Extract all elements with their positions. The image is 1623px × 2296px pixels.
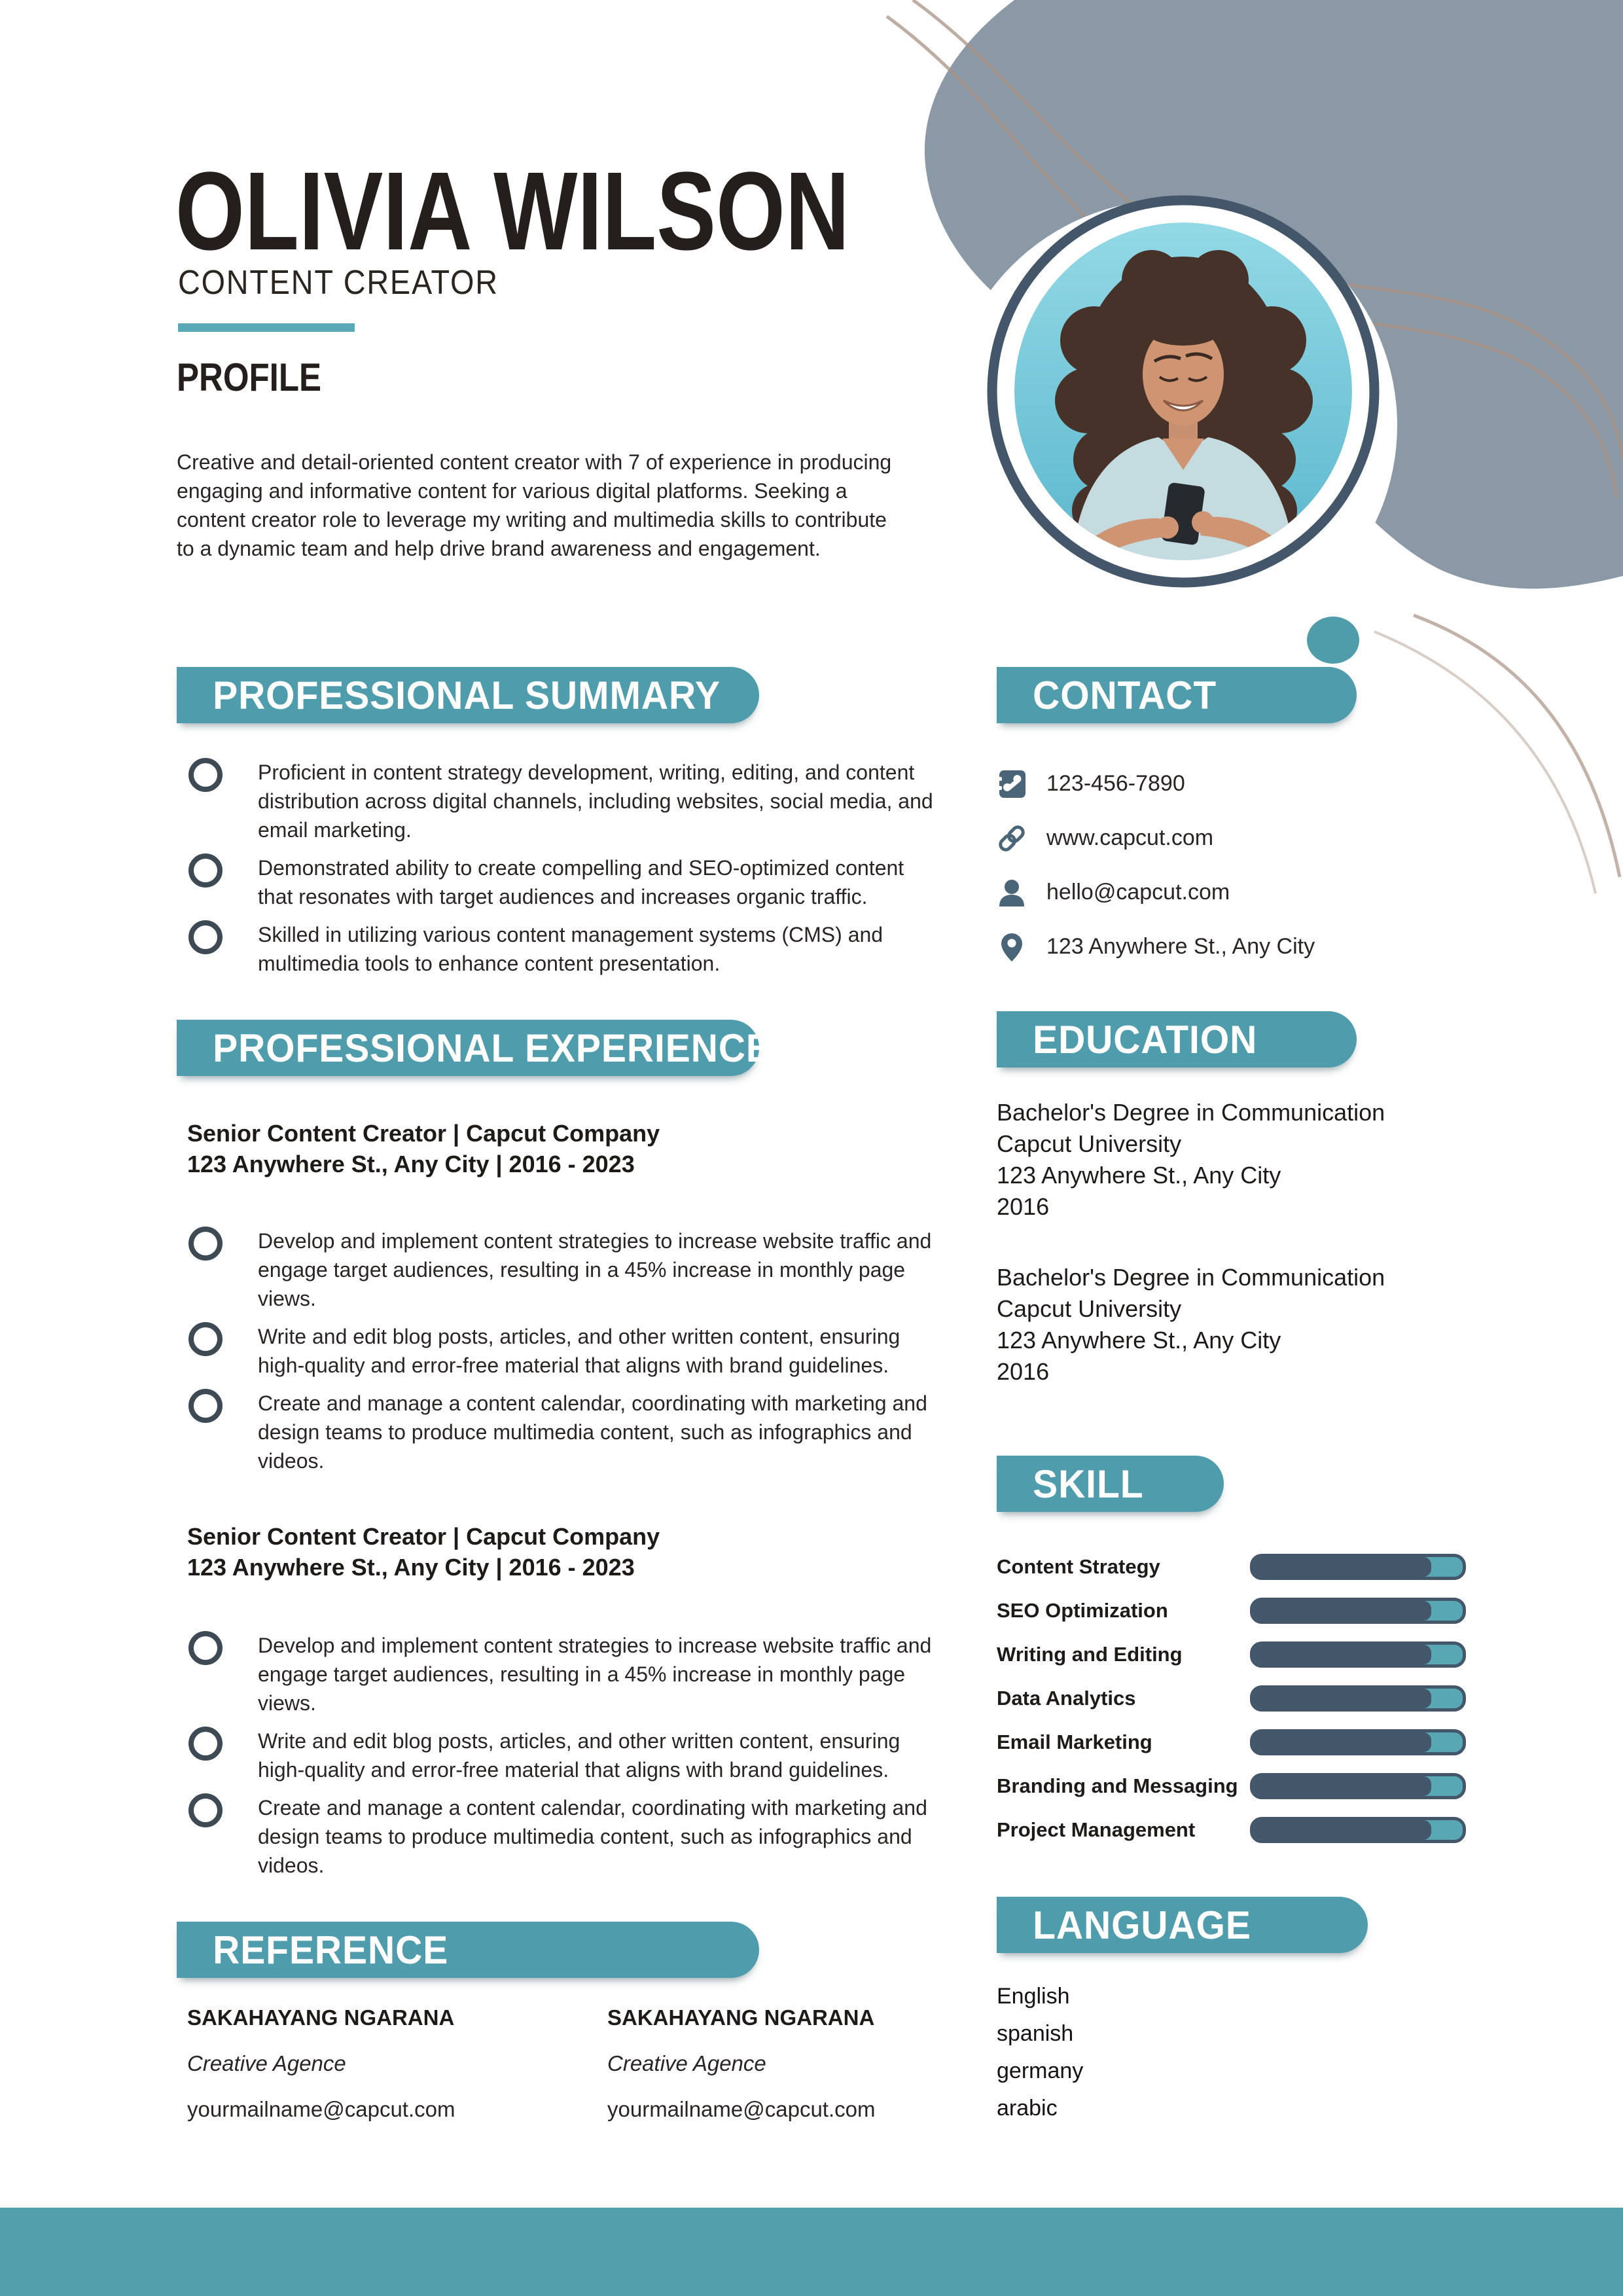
circle-bullet-icon (188, 1793, 223, 1827)
bullet-text: Skilled in utilizing various content management systems (CMS) and multimedia tools to enhance content presentation. (258, 923, 883, 975)
list-item (177, 1727, 942, 1784)
bullet-text: Proficient in content strategy development, writing, editing, and content distribution across digital channels, including websites, social media, and email marketing. (258, 761, 933, 842)
education-entry (997, 1262, 1442, 1388)
skill-bar-fill (1253, 1820, 1431, 1840)
skill-row (997, 1764, 1466, 1808)
skill-bar (1250, 1685, 1466, 1712)
education-degree: Bachelor's Degree in Communication (997, 1264, 1385, 1291)
skill-row (997, 1545, 1466, 1588)
bullet-text: Write and edit blog posts, articles, and other written content, ensuring high-quality and error-free material that aligns with brand guidelines. (258, 1729, 901, 1782)
skill-label: Project Management (997, 1818, 1196, 1841)
circle-bullet-icon (188, 920, 223, 954)
skill-bar-fill (1253, 1732, 1431, 1752)
skill-bar (1250, 1598, 1466, 1624)
skill-bar-fill (1253, 1689, 1431, 1708)
skill-label: Data Analytics (997, 1686, 1136, 1710)
skill-list (997, 1545, 1466, 1852)
education-year: 2016 (997, 1193, 1050, 1220)
bullet-text: Create and manage a content calendar, coordinating with marketing and design teams to produce multimedia content, such as infographics and videos. (258, 1391, 927, 1473)
section-banner-reference (177, 1922, 759, 1978)
list-item (177, 758, 942, 844)
reference-entry (187, 2005, 607, 2122)
teal-dot (1307, 617, 1359, 664)
education-school: Capcut University (997, 1295, 1182, 1322)
reference-name: SAKAHAYANG NGARANA (607, 2005, 875, 2030)
skill-bar-fill (1253, 1601, 1431, 1621)
section-title: LANGUAGE (1033, 1903, 1251, 1947)
bullet-text: Develop and implement content strategies to increase website traffic and engage target audiences, resulting in a 45% increase in monthly page views. (258, 1229, 932, 1310)
link-icon (997, 823, 1027, 853)
reference-name: SAKAHAYANG NGARANA (187, 2005, 455, 2030)
contact-row (997, 920, 1315, 974)
job-meta: 123 Anywhere St., Any City | 2016 - 2023 (187, 1554, 635, 1581)
circle-bullet-icon (188, 1389, 223, 1423)
bullet-text: Create and manage a content calendar, coordinating with marketing and design teams to produce multimedia content, such as infographics and videos. (258, 1796, 927, 1877)
skill-bar (1250, 1817, 1466, 1843)
contact-list (997, 757, 1315, 974)
footer-band (0, 2208, 1623, 2296)
accent-rule (178, 323, 355, 332)
person-name: OLIVIA WILSON (175, 149, 850, 274)
profile-photo (992, 200, 1374, 583)
reference-email[interactable]: yourmailname@capcut.com (187, 2097, 455, 2121)
education-entry (997, 1097, 1442, 1223)
language-item: English (997, 1984, 1070, 2009)
skill-row (997, 1632, 1466, 1676)
summary-bullet-list (177, 758, 942, 978)
circle-bullet-icon (188, 1322, 223, 1356)
contact-address: 123 Anywhere St., Any City (1046, 934, 1315, 959)
person-icon (997, 878, 1027, 908)
profile-heading: PROFILE (177, 355, 322, 399)
circle-bullet-icon (188, 1227, 223, 1261)
list-item (177, 920, 942, 978)
skill-bar-fill (1253, 1645, 1431, 1664)
skill-bar (1250, 1641, 1466, 1668)
list-item (177, 1322, 942, 1380)
reference-row (187, 2005, 1027, 2122)
language-item: spanish (997, 2021, 1074, 2046)
bullet-text: Demonstrated ability to create compelling and SEO-optimized content that resonates with target audiences and increases organic traffic. (258, 856, 904, 908)
location-icon (997, 932, 1027, 962)
job-bullet-list (177, 1227, 942, 1475)
profile-text: Creative and detail-oriented content creator with 7 of experience in producing engaging and informative content for various digital platforms. Seeking a content creator role to leverage my writing and multimedia skills to contribute to a dynamic team and help drive brand awareness and engagement. (177, 450, 892, 560)
person-role: CONTENT CREATOR (178, 264, 499, 302)
reference-company: Creative Agence (607, 2051, 766, 2075)
section-banner-professional-experience (177, 1020, 772, 1076)
skill-row (997, 1720, 1466, 1764)
section-title: PROFESSIONAL EXPERIENCE (213, 1026, 772, 1070)
circle-bullet-icon (188, 758, 223, 792)
list-item (177, 1631, 942, 1717)
education-degree: Bachelor's Degree in Communication (997, 1099, 1385, 1126)
contact-row (997, 865, 1315, 920)
section-title: CONTACT (1033, 673, 1217, 717)
skill-label: Writing and Editing (997, 1642, 1183, 1666)
job-header (187, 1118, 660, 1179)
list-item (177, 853, 942, 911)
skill-row (997, 1588, 1466, 1632)
language-item: germany (997, 2058, 1084, 2083)
decor-line (1414, 615, 1620, 877)
skill-bar-fill (1253, 1557, 1431, 1577)
skill-bar (1250, 1773, 1466, 1799)
decor-line (1374, 632, 1596, 893)
skill-row (997, 1676, 1466, 1720)
job-title: Senior Content Creator | Capcut Company (187, 1523, 660, 1550)
education-school: Capcut University (997, 1130, 1182, 1157)
contact-email[interactable]: hello@capcut.com (1046, 880, 1230, 905)
skill-bar (1250, 1729, 1466, 1755)
circle-bullet-icon (188, 1631, 223, 1665)
skill-label: SEO Optimization (997, 1598, 1168, 1622)
contact-row (997, 757, 1315, 811)
section-title: EDUCATION (1033, 1017, 1258, 1062)
contact-row (997, 811, 1315, 865)
list-item (177, 1389, 942, 1475)
circle-bullet-icon (188, 853, 223, 888)
circle-bullet-icon (188, 1727, 223, 1761)
section-banner-language (997, 1897, 1368, 1953)
education-address: 123 Anywhere St., Any City (997, 1327, 1281, 1354)
skill-row (997, 1808, 1466, 1852)
phone-icon (997, 769, 1027, 799)
section-banner-contact (997, 667, 1357, 723)
skill-bar (1250, 1554, 1466, 1580)
section-banner-skill (997, 1456, 1224, 1512)
education-year: 2016 (997, 1358, 1050, 1385)
contact-website[interactable]: www.capcut.com (1046, 825, 1214, 850)
bullet-text: Develop and implement content strategies to increase website traffic and engage target audiences, resulting in a 45% increase in monthly page views. (258, 1634, 932, 1715)
contact-phone[interactable]: 123-456-7890 (1046, 771, 1185, 796)
section-title: SKILL (1033, 1462, 1144, 1506)
language-item: arabic (997, 2096, 1058, 2121)
list-item (177, 1793, 942, 1880)
job-meta: 123 Anywhere St., Any City | 2016 - 2023 (187, 1151, 635, 1177)
reference-company: Creative Agence (187, 2051, 346, 2075)
job-header (187, 1521, 660, 1583)
skill-label: Email Marketing (997, 1730, 1152, 1753)
job-title: Senior Content Creator | Capcut Company (187, 1120, 660, 1147)
skill-label: Branding and Messaging (997, 1774, 1238, 1797)
skill-bar-fill (1253, 1776, 1431, 1796)
section-title: PROFESSIONAL SUMMARY (213, 673, 721, 717)
education-address: 123 Anywhere St., Any City (997, 1162, 1281, 1189)
section-banner-professional-summary (177, 667, 759, 723)
reference-email[interactable]: yourmailname@capcut.com (607, 2097, 876, 2121)
bullet-text: Write and edit blog posts, articles, and other written content, ensuring high-quality and error-free material that aligns with brand guidelines. (258, 1325, 901, 1377)
skill-label: Content Strategy (997, 1554, 1160, 1578)
section-banner-education (997, 1011, 1357, 1067)
section-title: REFERENCE (213, 1928, 449, 1972)
job-bullet-list (177, 1631, 942, 1880)
list-item (177, 1227, 942, 1313)
language-list (997, 1978, 1083, 2127)
reference-entry (607, 2005, 1027, 2122)
